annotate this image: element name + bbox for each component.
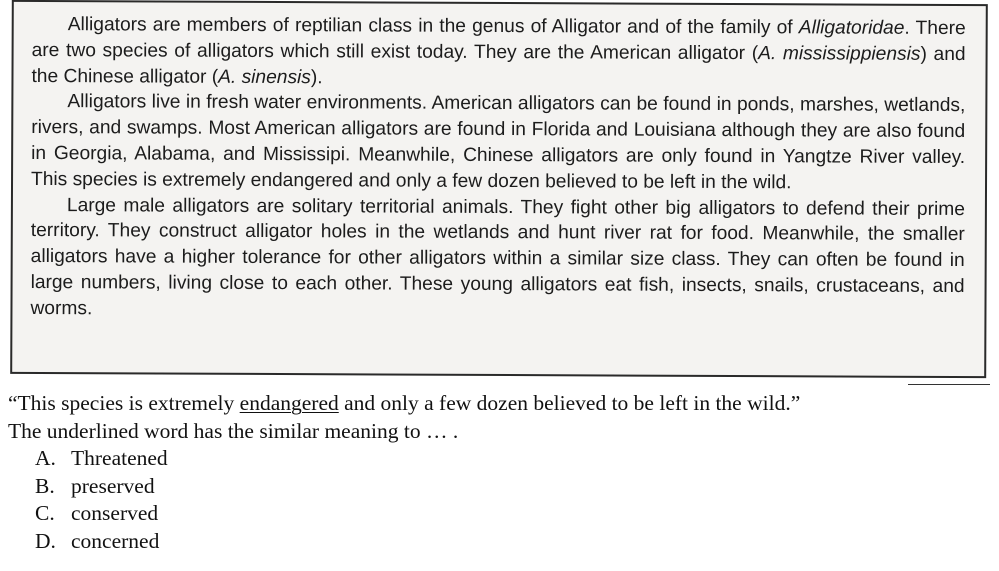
- p1-text-7: ).: [310, 66, 323, 88]
- option-b[interactable]: [35, 473, 988, 501]
- answer-options: [35, 445, 988, 555]
- p1-text-5: ) and the Chinese alligator (: [31, 43, 966, 88]
- option-d[interactable]: [35, 528, 988, 556]
- option-c[interactable]: [35, 500, 988, 528]
- option-a[interactable]: [35, 445, 988, 473]
- option-text: conserved: [71, 501, 159, 525]
- option-letter: B.: [35, 473, 55, 498]
- question-prompt: The underlined word has the similar meaning to … .: [8, 418, 459, 443]
- option-text: preserved: [71, 473, 155, 498]
- quote-text-before: “This species is extremely: [8, 391, 240, 415]
- passage-paragraph-3: Large male alligators are solitary territorial animals. They fight other big alligators to defend their prime territory. They construct alligator holes in the wetlands and hunt river rat for food. Meanwhile, the smaller alligators have a higher tolerance for other alligators within a similar size class. They can often be found in large numbers, living close to each other. These young alligators eat fish, insects, snails, crustaceans, and worms.: [30, 194, 965, 319]
- p1-text-1: Alligators are members of reptilian class in the genus of Alligator and of the family of: [67, 14, 799, 39]
- option-letter: A.: [35, 446, 56, 470]
- reading-passage: [10, 0, 988, 378]
- option-letter: D.: [35, 528, 56, 553]
- american-species-name: A. mississippiensis: [758, 42, 921, 65]
- option-letter: C.: [35, 501, 55, 525]
- question-block: [8, 390, 988, 555]
- chinese-species-name: A. sinensis: [218, 66, 311, 88]
- question-quote: [8, 390, 988, 418]
- p1-text-3: . There are two species of alligators which still exist today. They are the American alligator (: [31, 17, 966, 64]
- option-text: concerned: [71, 528, 160, 553]
- passage-paragraph-2: Alligators live in fresh water environments. American alligators can be found in ponds, marshes, wetlands, rivers, and swamps. Most American alligators are found in Florida and Louisiana although they are also found in Georgia, Alabama, and Mississipi. Meanwhile, Chinese alligators are only found in Yangtze River valley. This species is extremely endangered and only a few dozen believed to be left in the wild.: [30, 91, 966, 194]
- underlined-word: endangered: [239, 391, 339, 415]
- passage-paragraph-1: [31, 12, 965, 93]
- family-name: Alligatoridae: [798, 17, 905, 39]
- option-text: Threatened: [71, 446, 168, 470]
- divider: [908, 384, 990, 385]
- quote-text-after: and only a few dozen believed to be left in the wild.”: [338, 391, 801, 415]
